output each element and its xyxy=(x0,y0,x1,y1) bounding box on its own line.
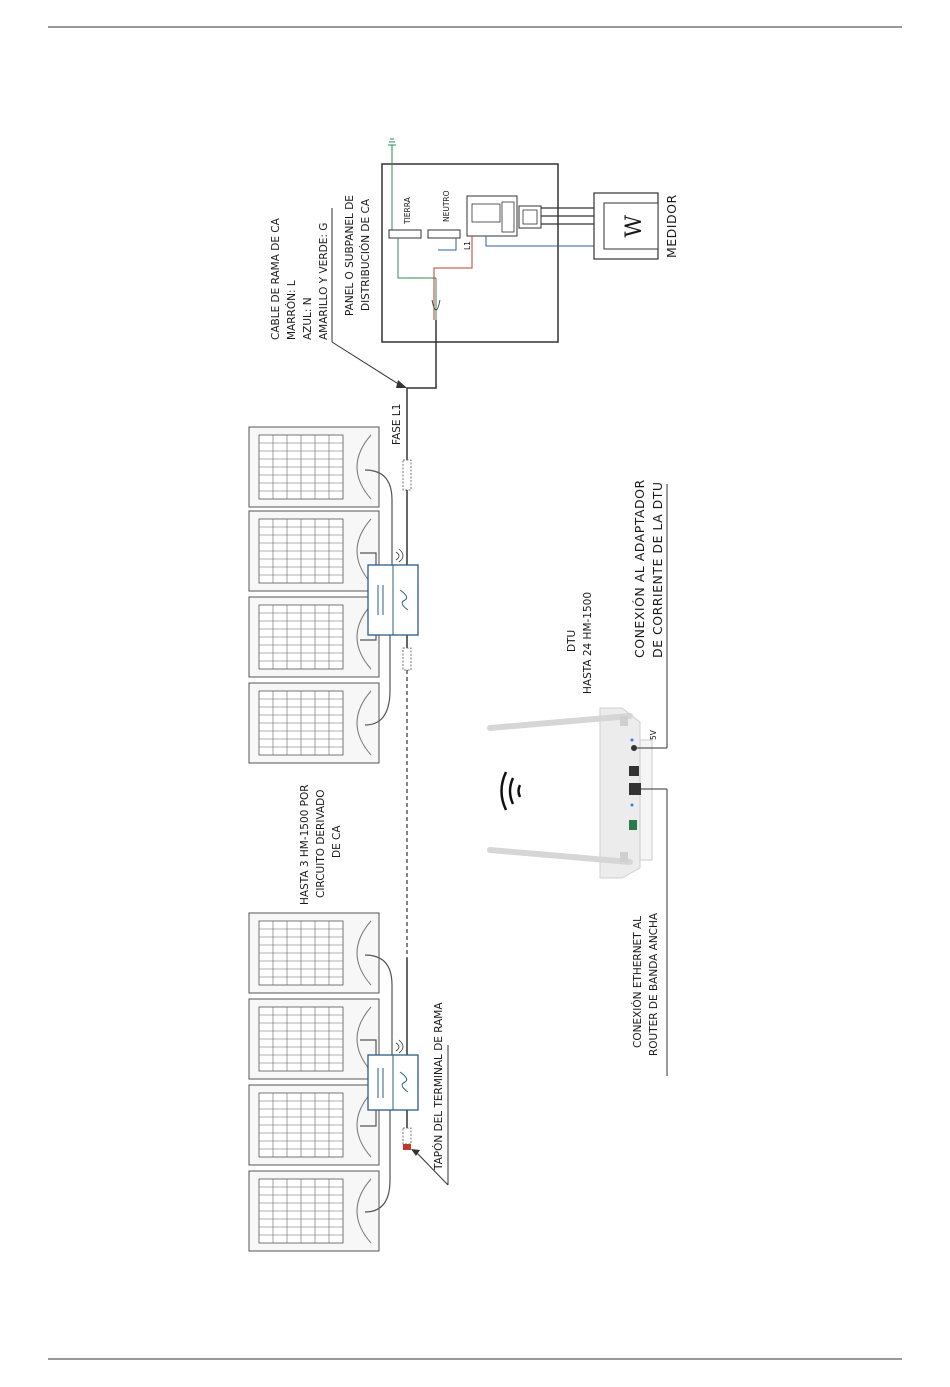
5v-label: 5V xyxy=(649,730,658,740)
inverter-wifi-icon-2 xyxy=(396,1043,399,1051)
medidor-label: MEDIDOR xyxy=(664,194,679,258)
ac-connector-end xyxy=(403,1128,411,1144)
solar-panel xyxy=(249,683,379,763)
branch-end-cap xyxy=(403,1144,411,1150)
ac-connector-top xyxy=(403,460,411,490)
cable-rama-line-4: AMARILLO Y VERDE: G xyxy=(318,222,330,340)
distribution-panel xyxy=(382,139,596,342)
conexion-ethernet-line-1: CONEXIÓN ETHERNET AL xyxy=(632,916,644,1048)
microinverter-2 xyxy=(368,1055,418,1110)
microinverter-1 xyxy=(368,565,418,635)
tierra-label: TIERRA xyxy=(403,197,412,224)
dtu-label-2: HASTA 24 HM-1500 xyxy=(582,591,594,694)
dtu-label-1: DTU xyxy=(566,629,578,652)
panel-label-line-2: DISTRIBUCIÓN DE CA xyxy=(360,199,372,311)
panel-label-line-1: PANEL O SUBPANEL DE xyxy=(344,195,356,316)
meter xyxy=(594,193,658,259)
solar-panel xyxy=(249,999,379,1079)
dtu-device xyxy=(487,704,653,878)
inverter-wifi-icon xyxy=(396,552,399,560)
hasta-circuito-line-1: HASTA 3 HM-1500 POR xyxy=(299,784,311,905)
conexion-adaptador-line-2: DE CORRIENTE DE LA DTU xyxy=(650,481,665,658)
solar-panel xyxy=(249,1085,379,1165)
conexion-ethernet-line-2: ROUTER DE BANDA ANCHA xyxy=(648,912,660,1056)
l1-label: L1 xyxy=(463,241,472,250)
hasta-circuito-line-2: CIRCUITO DERIVADO xyxy=(315,789,327,898)
solar-panel xyxy=(249,427,379,507)
status-light xyxy=(629,820,637,830)
usb-port xyxy=(629,766,639,776)
cable-rama-line-1: CABLE DE RAMA DE CA xyxy=(270,218,282,340)
meter-w-symbol: W xyxy=(622,215,647,238)
ac-connector-mid xyxy=(403,648,411,670)
cable-rama-line-3: AZUL: N xyxy=(302,297,314,340)
fase-label: FASE L1 xyxy=(391,403,403,445)
cable-rama-line-2: MARRÓN: L xyxy=(286,280,298,340)
solar-panel xyxy=(249,1171,379,1251)
hasta-circuito-line-3: DE CA xyxy=(331,825,343,858)
solar-panel xyxy=(249,913,379,993)
neutro-bus-bar xyxy=(428,230,460,238)
tierra-bus-bar xyxy=(389,230,421,238)
solar-panel xyxy=(249,511,379,591)
neutro-label: NEUTRO xyxy=(442,190,451,222)
conexion-adaptador-line-1: CONEXIÓN AL ADAPTADOR xyxy=(632,479,647,658)
solar-panel xyxy=(249,597,379,677)
tapon-label: TAPÓN DEL TERMINAL DE RAMA xyxy=(433,1002,445,1170)
